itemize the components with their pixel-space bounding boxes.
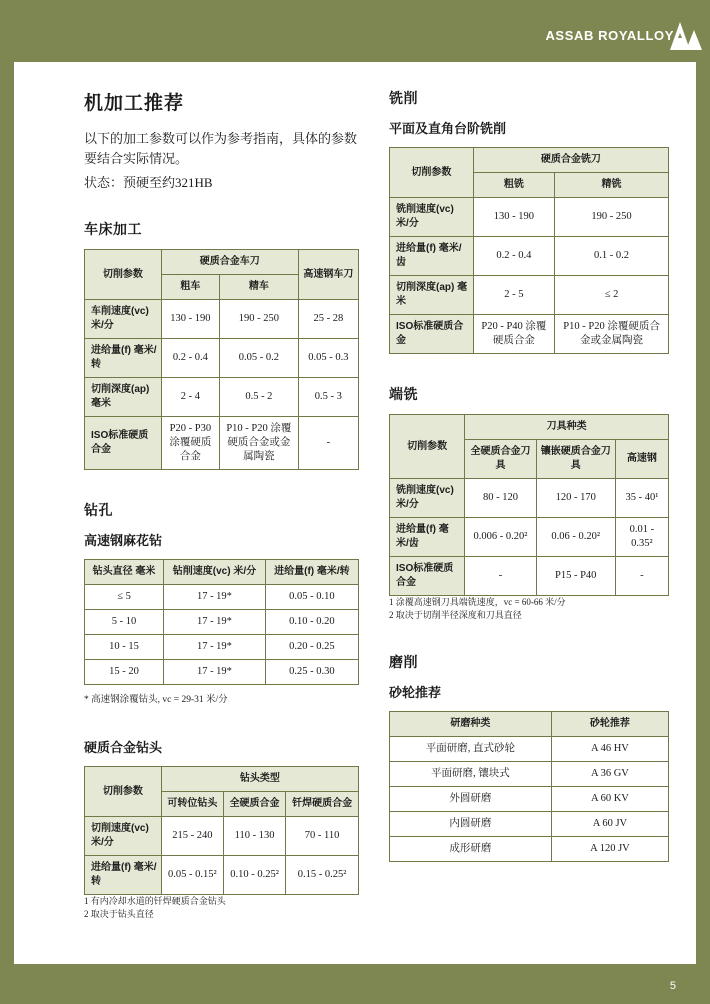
cell: 17 - 19* <box>164 585 266 610</box>
table-row <box>85 817 359 856</box>
table-row <box>85 417 359 470</box>
cell: A 46 HV <box>551 737 668 762</box>
cell: P20 - P40 涂覆硬质合金 <box>473 315 554 354</box>
cell: 0.05 - 0.2 <box>220 339 299 378</box>
cell: 35 - 40¹ <box>615 479 668 518</box>
drilling-hss-table <box>84 559 359 685</box>
cell: 190 - 250 <box>555 198 669 237</box>
cell: 130 - 190 <box>161 300 219 339</box>
cell: 15 - 20 <box>85 660 164 685</box>
section-end-milling <box>389 384 669 622</box>
table-row <box>85 856 359 895</box>
cell: A 36 GV <box>551 762 668 787</box>
th-carbide: 硬质合金车刀 <box>161 250 298 275</box>
th-tool-type: 刀具种类 <box>465 415 669 440</box>
table-header-row <box>390 712 669 737</box>
table-row <box>390 812 669 837</box>
cell: P15 - P40 <box>536 557 615 596</box>
footer-bar <box>14 964 696 1004</box>
th-solid-carbide: 全硬质合金刀具 <box>465 440 536 479</box>
cell: P20 - P30 涂覆硬质合金 <box>161 417 219 470</box>
cell: 成形研磨 <box>390 837 552 862</box>
table-row <box>390 837 669 862</box>
cell: 内圆研磨 <box>390 812 552 837</box>
subheading-hss-twist-drill: 高速钢麻花钻 <box>84 533 163 548</box>
page-title: 机加工推荐 <box>84 93 185 114</box>
table-row <box>85 378 359 417</box>
cell: 110 - 130 <box>223 817 285 856</box>
footnote-2: 2 取决于切削半径深度和刀具直径 <box>389 610 522 620</box>
cell: ≤ 5 <box>85 585 164 610</box>
cell: 0.5 - 3 <box>298 378 358 417</box>
cell: 0.10 - 0.20 <box>265 610 358 635</box>
cell: 0.2 - 0.4 <box>161 339 219 378</box>
cell: 17 - 19* <box>164 660 266 685</box>
table-row <box>390 315 669 354</box>
cell: 5 - 10 <box>85 610 164 635</box>
section-heading-drilling: 钻孔 <box>84 502 113 518</box>
cell: 0.05 - 0.15² <box>161 856 223 895</box>
brand-title: ASSAB ROYALLOY <box>545 28 674 43</box>
cell: 0.05 - 0.10 <box>265 585 358 610</box>
th-solid: 全硬质合金 <box>223 792 285 817</box>
th-brazed: 钎焊硬质合金 <box>286 792 359 817</box>
section-grinding <box>389 652 669 862</box>
table-row <box>390 518 669 557</box>
th-indexable: 可转位钻头 <box>161 792 223 817</box>
th-inserted-carbide: 镶嵌硬质合金刀具 <box>536 440 615 479</box>
cell: 0.05 - 0.3 <box>298 339 358 378</box>
milling-table <box>389 147 669 354</box>
subheading-carbide-drill: 硬质合金钻头 <box>84 740 163 755</box>
cell: - <box>615 557 668 596</box>
state-text: 状态：预硬至约321HB <box>84 175 213 190</box>
cell: 0.25 - 0.30 <box>265 660 358 685</box>
intro-text: 以下的加工参数可以作为参考指南，具体的参数要结合实际情况。 <box>84 131 358 166</box>
cell: 17 - 19* <box>164 635 266 660</box>
table-row <box>85 610 359 635</box>
footnote-2: 2 取决于钻头直径 <box>84 909 154 919</box>
row-param: 车削速度(vc) 米/分 <box>85 300 162 339</box>
table-row <box>85 635 359 660</box>
table-row <box>85 300 359 339</box>
cell: 0.06 - 0.20² <box>536 518 615 557</box>
row-param: 切削深度(ap) 毫米 <box>85 378 162 417</box>
row-param: 切削速度(vc) 米/分 <box>85 817 162 856</box>
cell: 2 - 5 <box>473 276 554 315</box>
cell: 80 - 120 <box>465 479 536 518</box>
cell: 平面研磨, 直式砂轮 <box>390 737 552 762</box>
row-param: ISO标准硬质合金 <box>85 417 162 470</box>
cell: 0.1 - 0.2 <box>555 237 669 276</box>
table-row <box>85 585 359 610</box>
cell: A 60 JV <box>551 812 668 837</box>
table-row <box>85 660 359 685</box>
row-param: 切削深度(ap) 毫米 <box>390 276 474 315</box>
th-diameter: 钻头直径 毫米 <box>85 560 164 585</box>
table-header-row <box>85 767 359 792</box>
footnote-1: 1 有内冷却水道的钎焊硬质合金钻头 <box>84 896 226 906</box>
cell: 0.006 - 0.20² <box>465 518 536 557</box>
page-number: 5 <box>669 980 676 992</box>
cell: 外圆研磨 <box>390 787 552 812</box>
section-heading-milling: 铣削 <box>389 90 418 106</box>
th-rough: 粗铣 <box>473 173 554 198</box>
table-header-row <box>390 415 669 440</box>
cell: 2 - 4 <box>161 378 219 417</box>
th-drill-type: 钻头类型 <box>161 767 358 792</box>
th-grinding-type: 研磨种类 <box>390 712 552 737</box>
section-heading-grinding: 磨削 <box>389 654 418 670</box>
assab-mountain-logo-icon <box>656 16 702 50</box>
row-param: 铣削速度(vc) 米/分 <box>390 479 465 518</box>
table-row <box>390 198 669 237</box>
section-milling <box>389 88 669 354</box>
cell: 平面研磨, 镶块式 <box>390 762 552 787</box>
right-column <box>389 62 669 892</box>
cell: P10 - P20 涂覆硬质合金或金属陶瓷 <box>555 315 669 354</box>
cell: 70 - 110 <box>286 817 359 856</box>
th-finish: 精车 <box>220 275 299 300</box>
row-param: 进给量(f) 毫米/齿 <box>390 237 474 276</box>
row-param: ISO标准硬质合金 <box>390 557 465 596</box>
table-header-row <box>390 148 669 173</box>
cell: 0.10 - 0.25² <box>223 856 285 895</box>
turning-table <box>84 249 359 470</box>
section-heading-end-milling: 端铣 <box>389 386 418 402</box>
cell: 130 - 190 <box>473 198 554 237</box>
footnote-1: 1 涂覆高速钢刀具端铣速度，vc = 60-66 米/分 <box>389 597 566 607</box>
th-param: 切削参数 <box>85 250 162 300</box>
cell: 17 - 19* <box>164 610 266 635</box>
page-content <box>14 62 696 964</box>
th-carbide-mill: 硬质合金铣刀 <box>473 148 668 173</box>
cell: A 60 KV <box>551 787 668 812</box>
table-row <box>390 479 669 518</box>
table-header-row <box>85 560 359 585</box>
th-wheel: 砂轮推荐 <box>551 712 668 737</box>
cell: 120 - 170 <box>536 479 615 518</box>
row-param: 进给量(f) 毫米/转 <box>85 339 162 378</box>
cell: - <box>298 417 358 470</box>
cell: 0.20 - 0.25 <box>265 635 358 660</box>
row-param: ISO标准硬质合金 <box>390 315 474 354</box>
th-feed: 进给量(f) 毫米/转 <box>265 560 358 585</box>
th-rough: 粗车 <box>161 275 219 300</box>
table-row <box>390 787 669 812</box>
section-drilling <box>84 500 359 707</box>
cell: A 120 JV <box>551 837 668 862</box>
section-heading-turning: 车床加工 <box>84 221 142 237</box>
section-carbide-drill <box>84 737 359 921</box>
grinding-table <box>389 711 669 862</box>
row-param: 进给量(f) 毫米/转 <box>85 856 162 895</box>
cell: - <box>465 557 536 596</box>
row-param: 铣削速度(vc) 米/分 <box>390 198 474 237</box>
carbide-drill-table <box>84 766 359 895</box>
table-row <box>85 339 359 378</box>
cell: 215 - 240 <box>161 817 223 856</box>
section-turning <box>84 219 359 470</box>
th-param: 切削参数 <box>85 767 162 817</box>
table-header-row <box>85 250 359 275</box>
cell: 0.15 - 0.25² <box>286 856 359 895</box>
cell: 0.01 - 0.35² <box>615 518 668 557</box>
th-speed: 钻削速度(vc) 米/分 <box>164 560 266 585</box>
left-column <box>84 62 359 951</box>
row-param: 进给量(f) 毫米/齿 <box>390 518 465 557</box>
table-row <box>390 237 669 276</box>
cell: 190 - 250 <box>220 300 299 339</box>
end-milling-table <box>389 414 669 596</box>
cell: 10 - 15 <box>85 635 164 660</box>
th-hss: 高速钢 <box>615 440 668 479</box>
cell: 25 - 28 <box>298 300 358 339</box>
header-bar <box>14 0 696 62</box>
th-hss: 高速钢车刀 <box>298 250 358 300</box>
table-row <box>390 762 669 787</box>
subheading-face-shoulder-milling: 平面及直角台阶铣削 <box>389 121 507 136</box>
cell: ≤ 2 <box>555 276 669 315</box>
cell: P10 - P20 涂覆硬质合金或金属陶瓷 <box>220 417 299 470</box>
subheading-wheel-recommendation: 砂轮推荐 <box>389 685 442 700</box>
table-row <box>390 276 669 315</box>
cell: 0.5 - 2 <box>220 378 299 417</box>
table-row <box>390 737 669 762</box>
cell: 0.2 - 0.4 <box>473 237 554 276</box>
th-param: 切削参数 <box>390 415 465 479</box>
th-finish: 精铣 <box>555 173 669 198</box>
table-row <box>390 557 669 596</box>
drilling-note: * 高速钢涂覆钻头, vc = 29-31 米/分 <box>84 695 228 705</box>
th-param: 切削参数 <box>390 148 474 198</box>
